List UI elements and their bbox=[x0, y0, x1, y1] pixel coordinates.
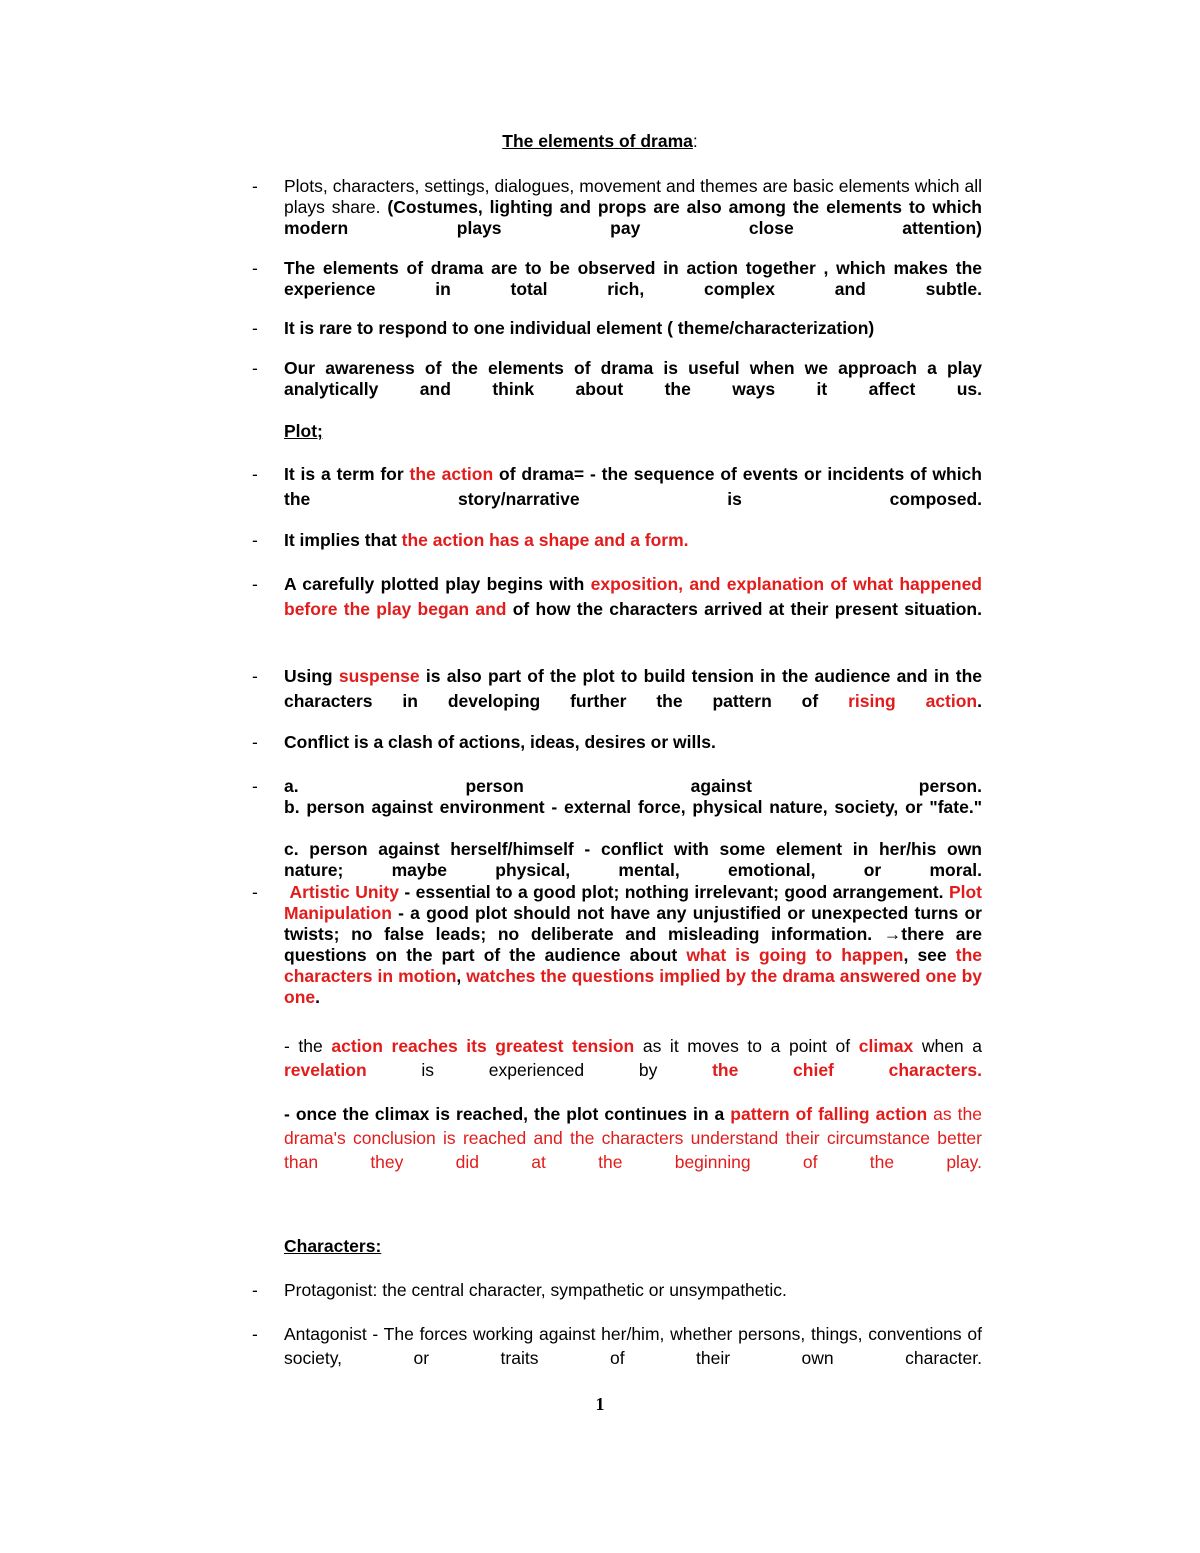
document-title: The elements of drama: bbox=[502, 131, 698, 151]
plot-heading: Plot; bbox=[284, 421, 323, 441]
conflict-types-list: - a. person against person. b. person against environment - external force, physical nature, society, or "fate." c. person against herself/himself - conflict with some element in her/his own nature; maybe physical, mental, emotional, or moral. bbox=[284, 776, 982, 902]
plot-item-shape: - It implies that the action has a shape and a form. bbox=[252, 530, 689, 550]
intro-item-1: - Plots, characters, settings, dialogues, movement and themes are basic elements which all plays share. (Costumes, lighting and props are also among the elements to which modern plays pay close attention) bbox=[252, 176, 982, 238]
conflict-type-c: c. person against herself/himself - conflict with some element in her/his own nature; maybe physical, mental, emotional, or moral. bbox=[284, 839, 982, 880]
conflict-type-b: b. person against environment - external force, physical nature, society, or "fate." bbox=[284, 797, 982, 817]
plot-item-definition: - It is a term for the action of drama= - the sequence of events or incidents of which the story/narrative is composed. bbox=[252, 464, 982, 509]
plot-climax-paragraph: - the action reaches its greatest tension as it moves to a point of climax when a revelation is experienced by the chief characters. bbox=[284, 1036, 983, 1080]
plot-item-suspense: - Using suspense is also part of the plot to build tension in the audience and in the characters in developing further the pattern of rising action. bbox=[252, 666, 982, 711]
plot-item-conflict: - Conflict is a clash of actions, ideas, desires or wills. bbox=[252, 732, 716, 752]
intro-item-3: - It is rare to respond to one individual element ( theme/characterization) bbox=[252, 318, 875, 338]
character-item-antagonist: - Antagonist - The forces working against her/him, whether persons, things, conventions of society, or traits of their own character. bbox=[252, 1324, 982, 1368]
conflict-type-a: a. person against person. bbox=[284, 776, 982, 796]
page-number: 1 bbox=[595, 1394, 605, 1414]
intro-item-4: - Our awareness of the elements of drama is useful when we approach a play analytically and think about the ways it affect us. bbox=[252, 358, 982, 399]
plot-item-exposition: - A carefully plotted play begins with exposition, and explanation of what happened before the play began and of how the characters arrived at their present situation. bbox=[252, 574, 983, 619]
intro-item-2: - The elements of drama are to be observed in action together , which makes the experience in total rich, complex and subtle. bbox=[252, 258, 982, 299]
plot-item-artistic-unity: - Artistic Unity - essential to a good plot; nothing irrelevant; good arrangement. Plot Manipulation - a good plot should not have any unjustified or unexpected turns or twists; no false leads; no deliberate and misleading information. →there are questions on the part of the audience about what is going to happen, see the characters in motion, watches the questions implied by the drama answered one by one. bbox=[252, 882, 982, 1007]
characters-heading: Characters: bbox=[284, 1236, 382, 1256]
character-item-protagonist: - Protagonist: the central character, sympathetic or unsympathetic. bbox=[252, 1280, 787, 1300]
plot-falling-action-paragraph: - once the climax is reached, the plot continues in a pattern of falling action as the drama's conclusion is reached and the characters understand their circumstance better than they did at the beginning of the play. bbox=[284, 1104, 982, 1172]
